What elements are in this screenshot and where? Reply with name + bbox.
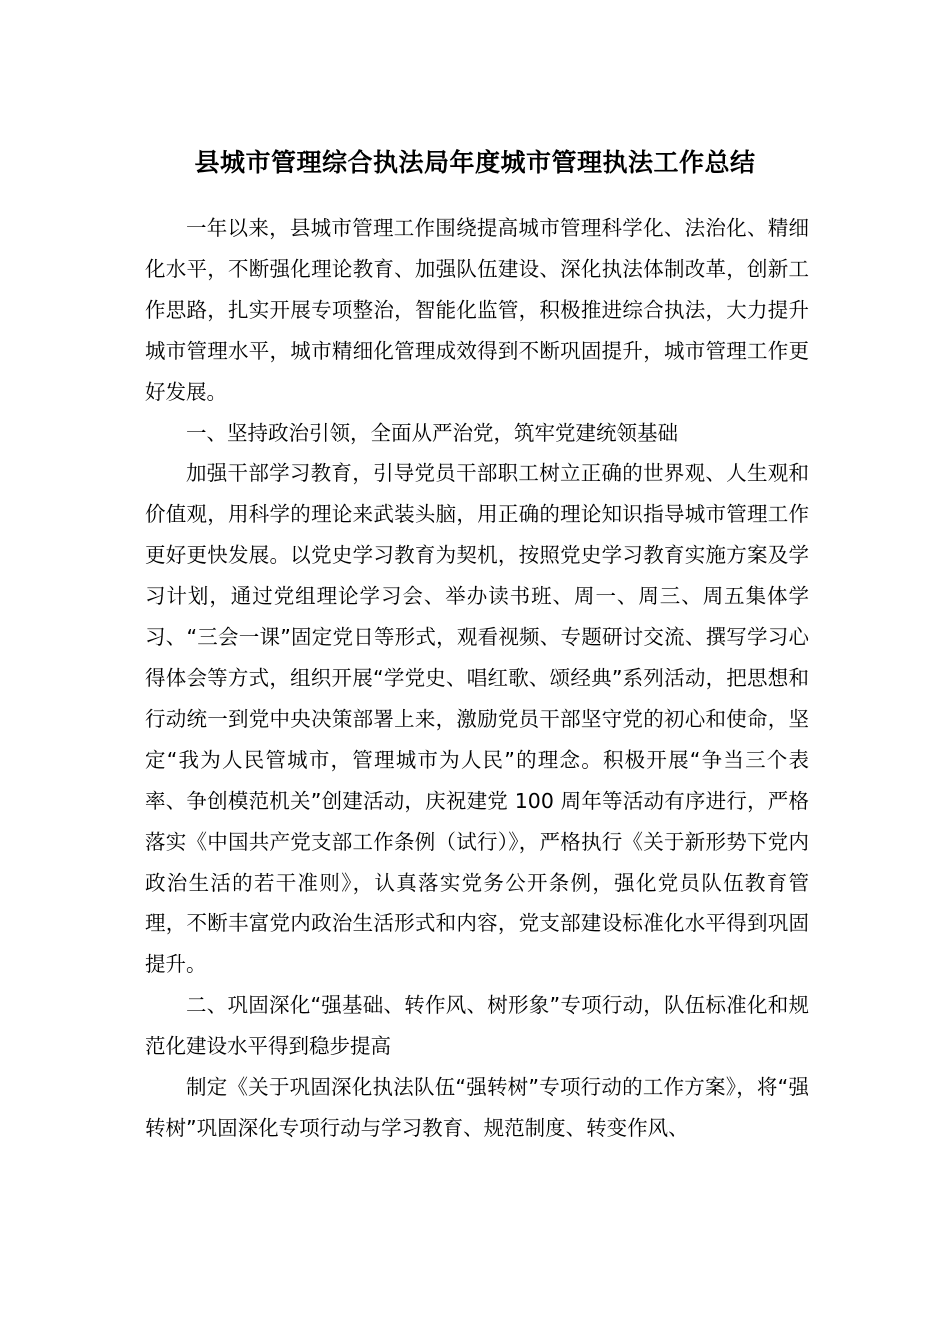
section-heading-2: 二、巩固深化“强基础、转作风、树形象”专项行动，队伍标准化和规范化建设水平得到稳步提高 [145,993,809,1059]
document-title: 县城市管理综合执法局年度城市管理执法工作总结 [194,148,756,177]
section-2-paragraph: 制定《关于巩固深化执法队伍“强转树”专项行动的工作方案》，将“强转树”巩固深化专项行动与学习教育、规范制度、转变作风、 [145,1075,809,1140]
section-heading-1: 一、坚持政治引领，全面从严治党，筑牢党建统领基础 [186,420,678,445]
section-1-paragraph: 加强干部学习教育，引导党员干部职工树立正确的世界观、人生观和价值观，用科学的理论来武装头脑，用正确的理论知识指导城市管理工作更好更快发展。以党史学习教育为契机，按照党史学习教育实施方案及学习计划，通过党组理论学习会、举办读书班、周一、周三、周五集体学习、“三会一课”固定党日等形式，观看视频、专题研讨交流、撰写学习心得体会等方式，组织开展“学党史、唱红歌、颂经典”系列活动，把思想和行动统一到党中央决策部署上来，激励党员干部坚守党的初心和使命，坚定“我为人民管城市，管理城市为人民”的理念。积极开展“争当三个表率、争创模范机关”创建活动，庆祝建党 100 周年等活动有序进行，严格落实《中国共产党支部工作条例（试行）》，严格执行《关于新形势下党内政治生活的若干准则》，认真落实党务公开条例，强化党员队伍教育管理，不断丰富党内政治生活形式和内容，党支部建设标准化水平得到巩固提升。 [145,461,809,977]
document-body [145,208,809,1149]
intro-paragraph: 一年以来，县城市管理工作围绕提高城市管理科学化、法治化、精细化水平，不断强化理论教育、加强队伍建设、深化执法体制改革，创新工作思路，扎实开展专项整治，智能化监管，积极推进综合执法，大力提升城市管理水平，城市精细化管理成效得到不断巩固提升，城市管理工作更好发展。 [145,216,809,404]
